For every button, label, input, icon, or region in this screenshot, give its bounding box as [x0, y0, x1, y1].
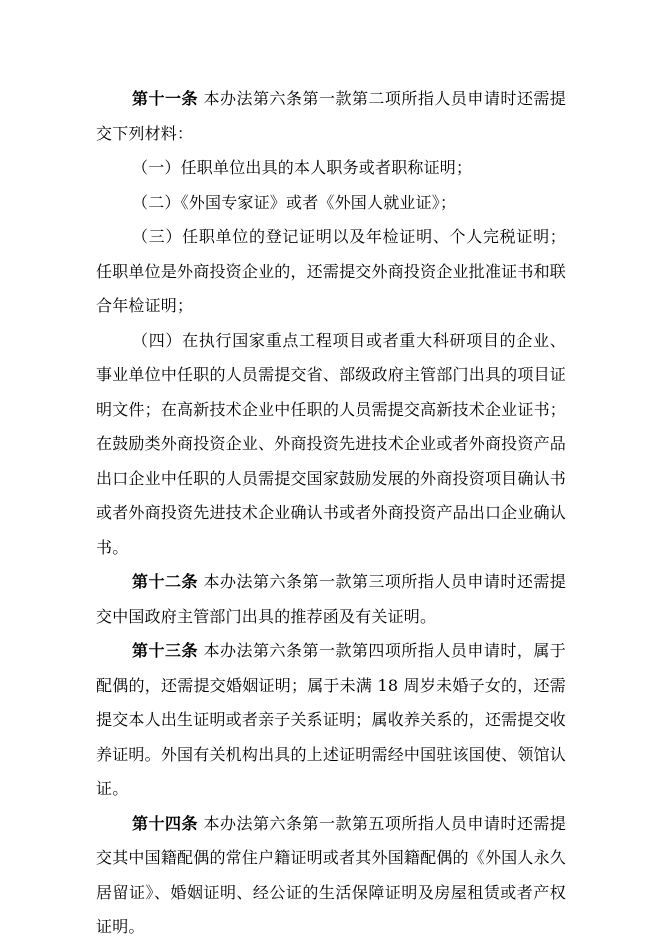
item-1-text: （一）任职单位出具的本人职务或者职称证明；: [132, 158, 473, 177]
article-14-heading: 第十四条: [132, 813, 198, 833]
article-12-heading: 第十二条: [132, 572, 198, 591]
item-4-paragraph: [96, 324, 566, 566]
article-11-text: 本办法第六条第一款第二项所指人员申请时还需提交下列材料：: [96, 89, 567, 143]
document-page: [96, 82, 566, 945]
item-2-text: （二）《外国专家证》或者《外国人就业证》；: [132, 192, 457, 212]
item-3-text: （三）任职单位的登记证明以及年检证明、个人完税证明；任职单位是外商投资企业的，还需提交外商投资企业批准证书和联合年检证明；: [96, 227, 566, 315]
article-12-paragraph: [96, 565, 566, 634]
item-1-paragraph: [96, 151, 566, 186]
item-3-paragraph: [96, 220, 566, 324]
article-12-text: 本办法第六条第一款第三项所指人员申请时还需提交中国政府主管部门出具的推荐函及有关证明。: [96, 572, 567, 626]
article-13-text: 本办法第六条第一款第四项所指人员申请时，属于配偶的，还需提交婚姻证明；属于未满 18 周岁未婚子女的，还需提交本人出生证明或者亲子关系证明；属收养关系的，还需提交收养证明。外国有关机构出具的上述证明需经中国驻该国使、领馆认证。: [96, 641, 567, 798]
article-11-paragraph: [96, 82, 566, 151]
article-14-text: 本办法第六条第一款第五项所指人员申请时还需提交其中国籍配偶的常住户籍证明或者其外国籍配偶的《外国人永久居留证》、婚姻证明、经公证的生活保障证明及房屋租赁或者产权证明。: [96, 813, 567, 936]
item-4-text: （四）在执行国家重点工程项目或者重大科研项目的企业、事业单位中任职的人员需提交省、部级政府主管部门出具的项目证明文件；在高新技术企业中任职的人员需提交高新技术企业证书；在鼓励类外商投资企业、外商投资先进技术企业或者外商投资产品出口企业中任职的人员需提交国家鼓励发展的外商投资项目确认书或者外商投资先进技术企业确认书或者外商投资产品出口企业确认书。: [96, 330, 566, 557]
article-13-heading: 第十三条: [132, 641, 198, 660]
article-14-paragraph: [96, 807, 566, 945]
article-11-heading: 第十一条: [132, 89, 198, 108]
article-13-paragraph: [96, 634, 566, 807]
item-2-paragraph: [96, 186, 566, 221]
